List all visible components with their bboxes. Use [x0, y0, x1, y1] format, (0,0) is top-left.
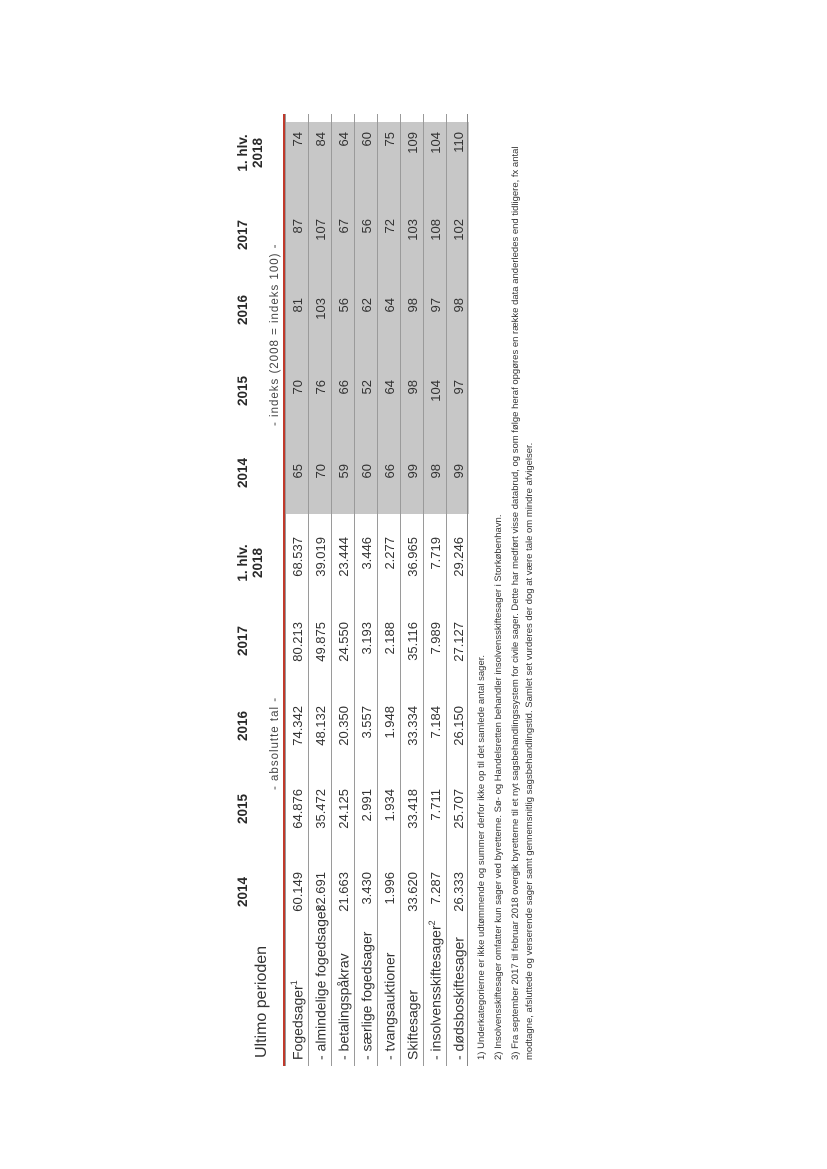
- row-label: Fogedsager$^1$: [289, 980, 306, 1060]
- abs-cell: 33.334: [405, 706, 420, 746]
- idx-cell: 107: [313, 219, 328, 241]
- idx-cell: 98: [405, 298, 420, 313]
- row-label: - tvangsauktioner: [381, 952, 398, 1060]
- abs-cell: 27.127: [451, 622, 466, 662]
- abs-cell: 64.876: [290, 789, 305, 829]
- table-bottom-rule: [467, 114, 468, 1066]
- abs-cell: 26.333: [451, 872, 466, 912]
- abs-cell: 3.430: [359, 872, 374, 905]
- idx-cell: 67: [336, 219, 351, 234]
- idx-cell: 81: [290, 298, 305, 313]
- year-header: 2017: [235, 219, 250, 251]
- year-header: 2015: [235, 375, 250, 407]
- table-row: [354, 114, 378, 1066]
- year-header: 2015: [235, 793, 250, 825]
- idx-cell: 62: [359, 298, 374, 313]
- unit-absolute-label: - absolutte tal -: [269, 696, 281, 790]
- abs-cell: 7.711: [428, 789, 443, 821]
- idx-cell: 99: [405, 464, 420, 479]
- row-label: - almindelige fogedsager: [312, 906, 329, 1060]
- idx-cell: 102: [451, 219, 466, 241]
- abs-cell: 1.996: [382, 872, 397, 905]
- abs-cell: 21.663: [336, 872, 351, 912]
- abs-cell: 26.150: [451, 706, 466, 746]
- abs-cell: 68.537: [290, 537, 305, 577]
- idx-cell: 87: [290, 219, 305, 234]
- abs-cell: 2.188: [382, 622, 397, 655]
- year-header: 1. hlv. 2018: [235, 134, 265, 172]
- year-header: 2014: [235, 457, 250, 489]
- idx-cell: 108: [428, 219, 443, 241]
- idx-cell: 64: [382, 380, 397, 395]
- abs-cell: 3.446: [359, 537, 374, 570]
- idx-cell: 98: [428, 464, 443, 479]
- table-row: [331, 114, 355, 1066]
- header-period-label: Ultimo perioden: [253, 945, 270, 1058]
- table-row: [423, 114, 447, 1066]
- idx-cell: 103: [405, 219, 420, 241]
- table-row: [285, 114, 309, 1066]
- abs-cell: 20.350: [336, 706, 351, 746]
- footnote: 2) Insolvensskiftesager omfatter kun sager ved byretterne. Sø- og Handelsretten behandler insolvensskiftesager i Storkøbenhavn.: [493, 514, 504, 1060]
- idx-cell: 74: [290, 132, 305, 147]
- idx-cell: 60: [359, 132, 374, 147]
- abs-cell: 1.948: [382, 706, 397, 739]
- idx-cell: 104: [428, 132, 443, 154]
- year-header: 2014: [235, 876, 250, 908]
- abs-cell: 33.418: [405, 789, 420, 829]
- abs-cell: 33.620: [405, 872, 420, 912]
- abs-cell: 24.125: [336, 789, 351, 829]
- unit-index-label: - indeks (2008 = indeks 100) -: [269, 243, 281, 426]
- abs-cell: 60.149: [290, 872, 305, 912]
- idx-cell: 97: [428, 298, 443, 313]
- idx-cell: 64: [382, 298, 397, 313]
- abs-cell: 35.116: [405, 622, 420, 661]
- abs-cell: 80.213: [290, 622, 305, 662]
- abs-cell: 24.550: [336, 622, 351, 662]
- abs-cell: 39.019: [313, 537, 328, 577]
- abs-cell: 7.287: [428, 872, 443, 905]
- row-label: - insolvensskiftesager$^2$: [427, 920, 444, 1060]
- idx-cell: 70: [290, 380, 305, 395]
- idx-cell: 65: [290, 464, 305, 479]
- year-header: 2016: [235, 294, 250, 326]
- row-label: - betalingspåkrav: [335, 953, 352, 1060]
- idx-cell: 56: [336, 298, 351, 313]
- idx-cell: 98: [405, 380, 420, 395]
- table-row: [377, 114, 401, 1066]
- year-header: 1. hlv. 2018: [235, 544, 265, 582]
- idx-cell: 76: [313, 380, 328, 395]
- abs-cell: 2.991: [359, 789, 374, 822]
- idx-cell: 60: [359, 464, 374, 479]
- idx-cell: 103: [313, 298, 328, 320]
- idx-cell: 75: [382, 132, 397, 147]
- abs-cell: 48.132: [313, 706, 328, 746]
- abs-cell: 29.246: [451, 537, 466, 577]
- idx-cell: 70: [313, 464, 328, 479]
- rotated-table-page: [225, 114, 565, 1066]
- abs-cell: 7.184: [428, 706, 443, 739]
- idx-cell: 104: [428, 380, 443, 402]
- abs-cell: 23.444: [336, 537, 351, 577]
- footnotes: [475, 120, 540, 1060]
- idx-cell: 72: [382, 219, 397, 234]
- idx-cell: 66: [382, 464, 397, 479]
- idx-cell: 59: [336, 464, 351, 479]
- row-label: - særlige fogedsager: [358, 931, 375, 1060]
- abs-cell: 1.934: [382, 789, 397, 822]
- abs-cell: 36.965: [405, 537, 420, 577]
- abs-cell: 49.875: [313, 622, 328, 662]
- abs-cell: 3.557: [359, 706, 374, 739]
- year-header: 2016: [235, 710, 250, 742]
- idx-cell: 109: [405, 132, 420, 154]
- footnote: 1) Underkategorierne er ikke udtømmende og summer derfor ikke op til det samlede antal sager.: [476, 654, 487, 1060]
- abs-cell: 2.277: [382, 537, 397, 570]
- idx-cell: 99: [451, 464, 466, 479]
- idx-cell: 97: [451, 380, 466, 395]
- abs-cell: 3.193: [359, 622, 374, 655]
- footnote: 3) Fra september 2017 til februar 2018 overgik byretterne til et nyt sagsbehandlingssystem for civile sager. Dette har medført visse databrud, og som følge heraf opgøres en række data anderledes end tidligere, fx antal modtagne, afsluttede og verserende sager samt gennemsnitlig sagsbehandlingstid. Samlet set vurderes der dog at være tale om mindre afvigelser.: [510, 146, 535, 1060]
- idx-cell: 64: [336, 132, 351, 147]
- abs-cell: 7.989: [428, 622, 443, 655]
- idx-cell: 110: [451, 132, 466, 153]
- row-label: - dødsboskiftesager: [450, 937, 467, 1060]
- row-label: Skiftesager: [404, 989, 421, 1060]
- idx-cell: 66: [336, 380, 351, 395]
- abs-cell: 74.342: [290, 706, 305, 746]
- idx-cell: 52: [359, 380, 374, 395]
- idx-cell: 98: [451, 298, 466, 313]
- abs-cell: 7.719: [428, 537, 443, 570]
- idx-cell: 56: [359, 219, 374, 234]
- table-row: [400, 114, 424, 1066]
- idx-cell: 84: [313, 132, 328, 147]
- table-row: [308, 114, 332, 1066]
- abs-cell: 35.472: [313, 789, 328, 829]
- year-header: 2017: [235, 625, 250, 657]
- abs-cell: 32.691: [313, 872, 328, 912]
- abs-cell: 25.707: [451, 789, 466, 829]
